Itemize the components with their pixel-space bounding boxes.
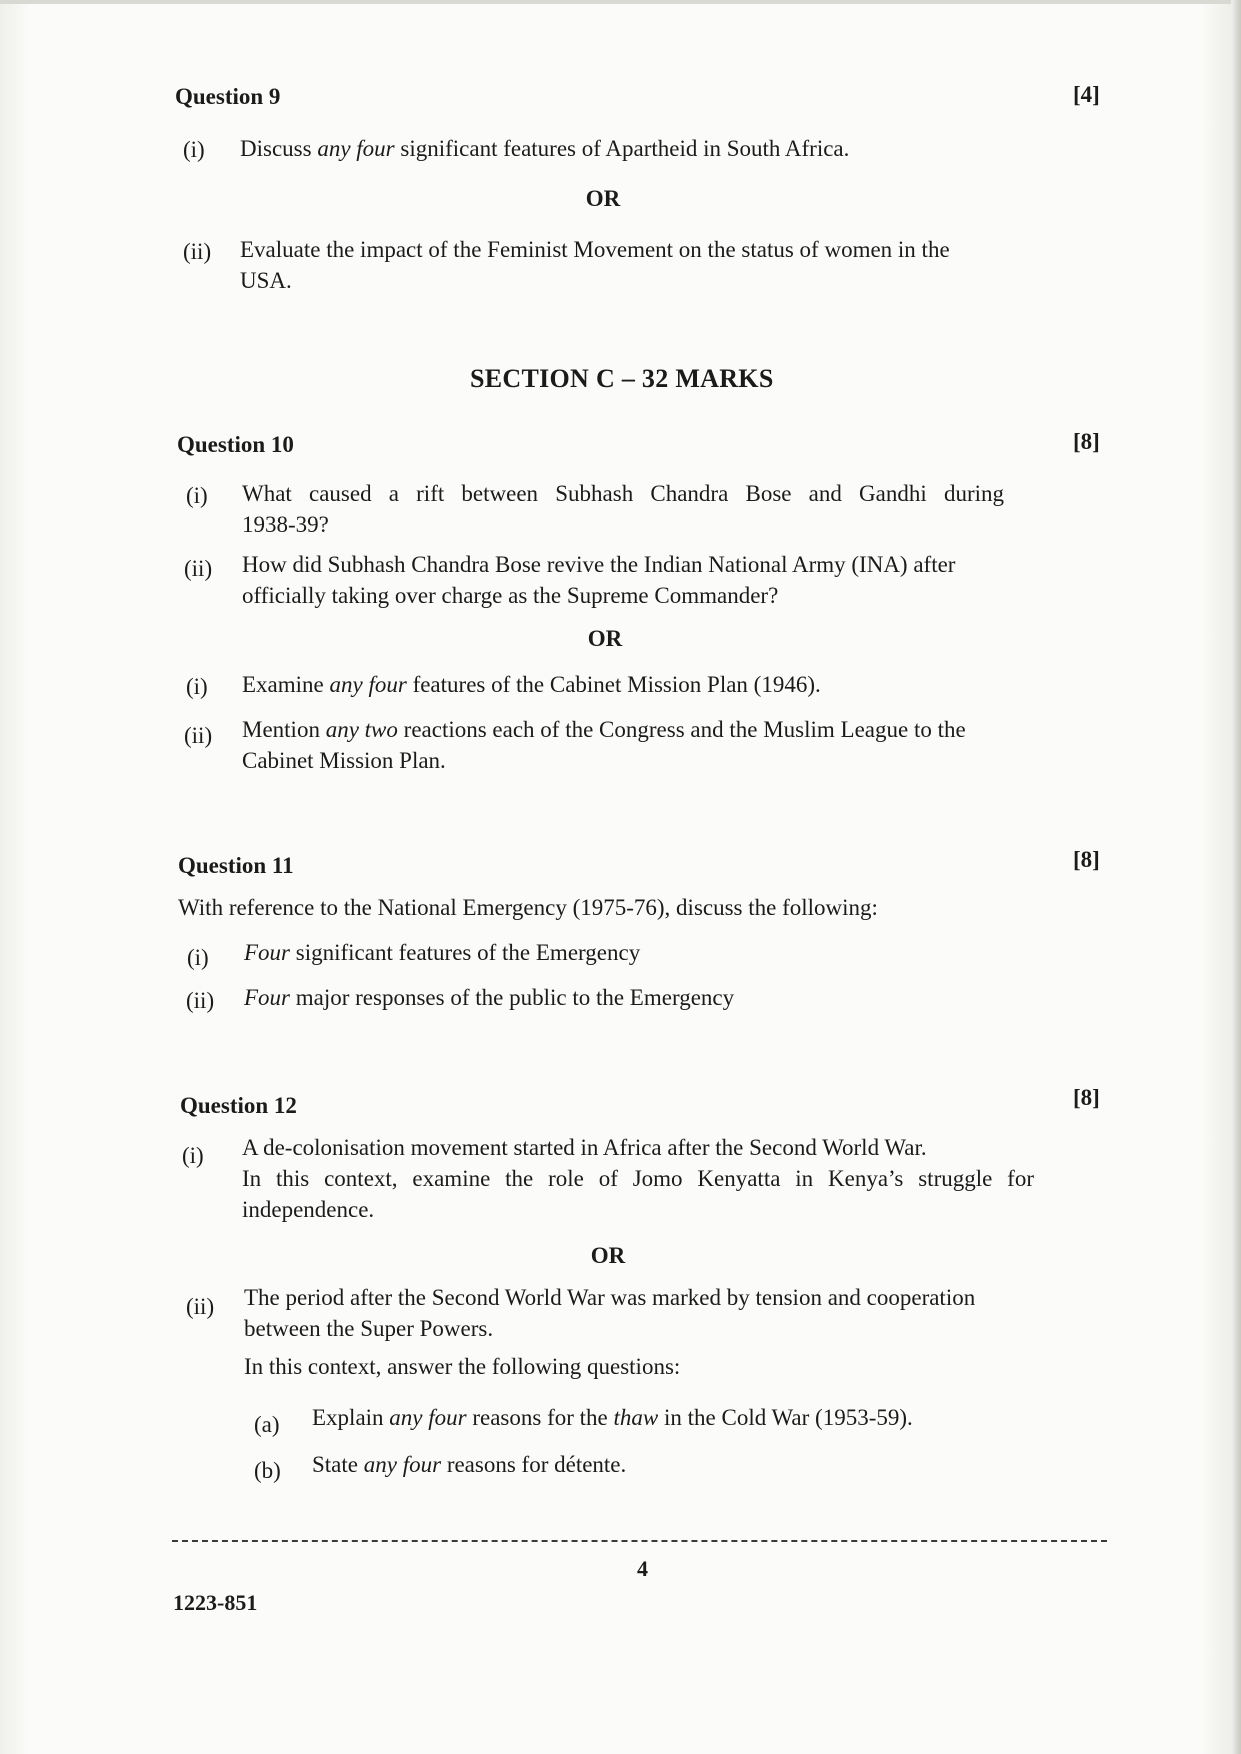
q10-a-part-i-number: (i) (186, 483, 208, 508)
question-11-heading: Question 11 (178, 853, 294, 878)
question-12-marks: [8] (1073, 1085, 1100, 1110)
footer-dashed-rule (172, 1540, 1107, 1542)
question-10-marks: [8] (1073, 429, 1100, 454)
q9-part-i-text: Discuss any four significant features of Apartheid in South Africa. (240, 136, 850, 161)
q12-sub-b-number: (b) (254, 1458, 281, 1483)
q11-part-i-text: Four significant features of the Emergency (244, 940, 641, 965)
q12-sub-a-text: Explain any four reasons for the thaw in the Cold War (1953-59). (312, 1405, 913, 1430)
q9-part-ii-number: (ii) (183, 239, 212, 264)
q11-intro-text: With reference to the National Emergency (1975-76), discuss the following: (178, 895, 878, 920)
scan-top-edge (0, 0, 1241, 4)
q10-b-part-ii-text: Mention any two reactions each of the Congress and the Muslim League to the Cabinet Mission Plan. (242, 717, 966, 773)
q12-or-divider: OR (590, 1243, 626, 1268)
q10-a-part-i-text: What caused a rift between Subhash Chandra Bose and Gandhi during 1938-39? (242, 481, 1004, 537)
question-10-heading: Question 10 (177, 432, 294, 457)
q12-part-i-number: (i) (182, 1143, 204, 1168)
q11-part-i-number: (i) (187, 945, 209, 970)
q10-b-part-i-number: (i) (186, 674, 208, 699)
q12-sub-b-text: State any four reasons for détente. (312, 1452, 627, 1477)
question-9-marks: [4] (1073, 82, 1100, 107)
paper-code: 1223-851 (173, 1590, 258, 1615)
q12-part-ii-text: The period after the Second World War was marked by tension and cooperation between the Super Powers. In this context, answer the following questions: (244, 1285, 976, 1379)
q9-part-ii-text: Evaluate the impact of the Feminist Movement on the status of women in the USA. (240, 237, 950, 293)
q10-b-part-i-text: Examine any four features of the Cabinet Mission Plan (1946). (242, 672, 821, 697)
q12-part-i-text: A de-colonisation movement started in Africa after the Second World War. In this context, examine the role of Jomo Kenyatta in Kenya’s struggle for independence. (242, 1135, 1034, 1222)
q9-or-divider: OR (585, 186, 621, 211)
q9-part-i-number: (i) (183, 137, 205, 162)
q10-b-part-ii-number: (ii) (184, 723, 213, 748)
q12-sub-a-number: (a) (254, 1412, 280, 1437)
q10-or-divider: OR (587, 626, 623, 651)
q12-part-ii-number: (ii) (186, 1294, 215, 1319)
q10-a-part-ii-text: How did Subhash Chandra Bose revive the Indian National Army (INA) after officially taking over charge as the Supreme Commander? (242, 552, 956, 608)
q10-a-part-ii-number: (ii) (184, 556, 213, 581)
q11-part-ii-text: Four major responses of the public to the Emergency (244, 985, 735, 1010)
question-11-marks: [8] (1073, 847, 1100, 872)
scan-right-edge (1231, 0, 1241, 1754)
question-12-heading: Question 12 (180, 1093, 297, 1118)
page-number: 4 (637, 1556, 648, 1581)
q11-part-ii-number: (ii) (186, 988, 215, 1013)
question-9-heading: Question 9 (175, 84, 281, 109)
section-c-title: SECTION C – 32 MARKS (470, 364, 774, 393)
